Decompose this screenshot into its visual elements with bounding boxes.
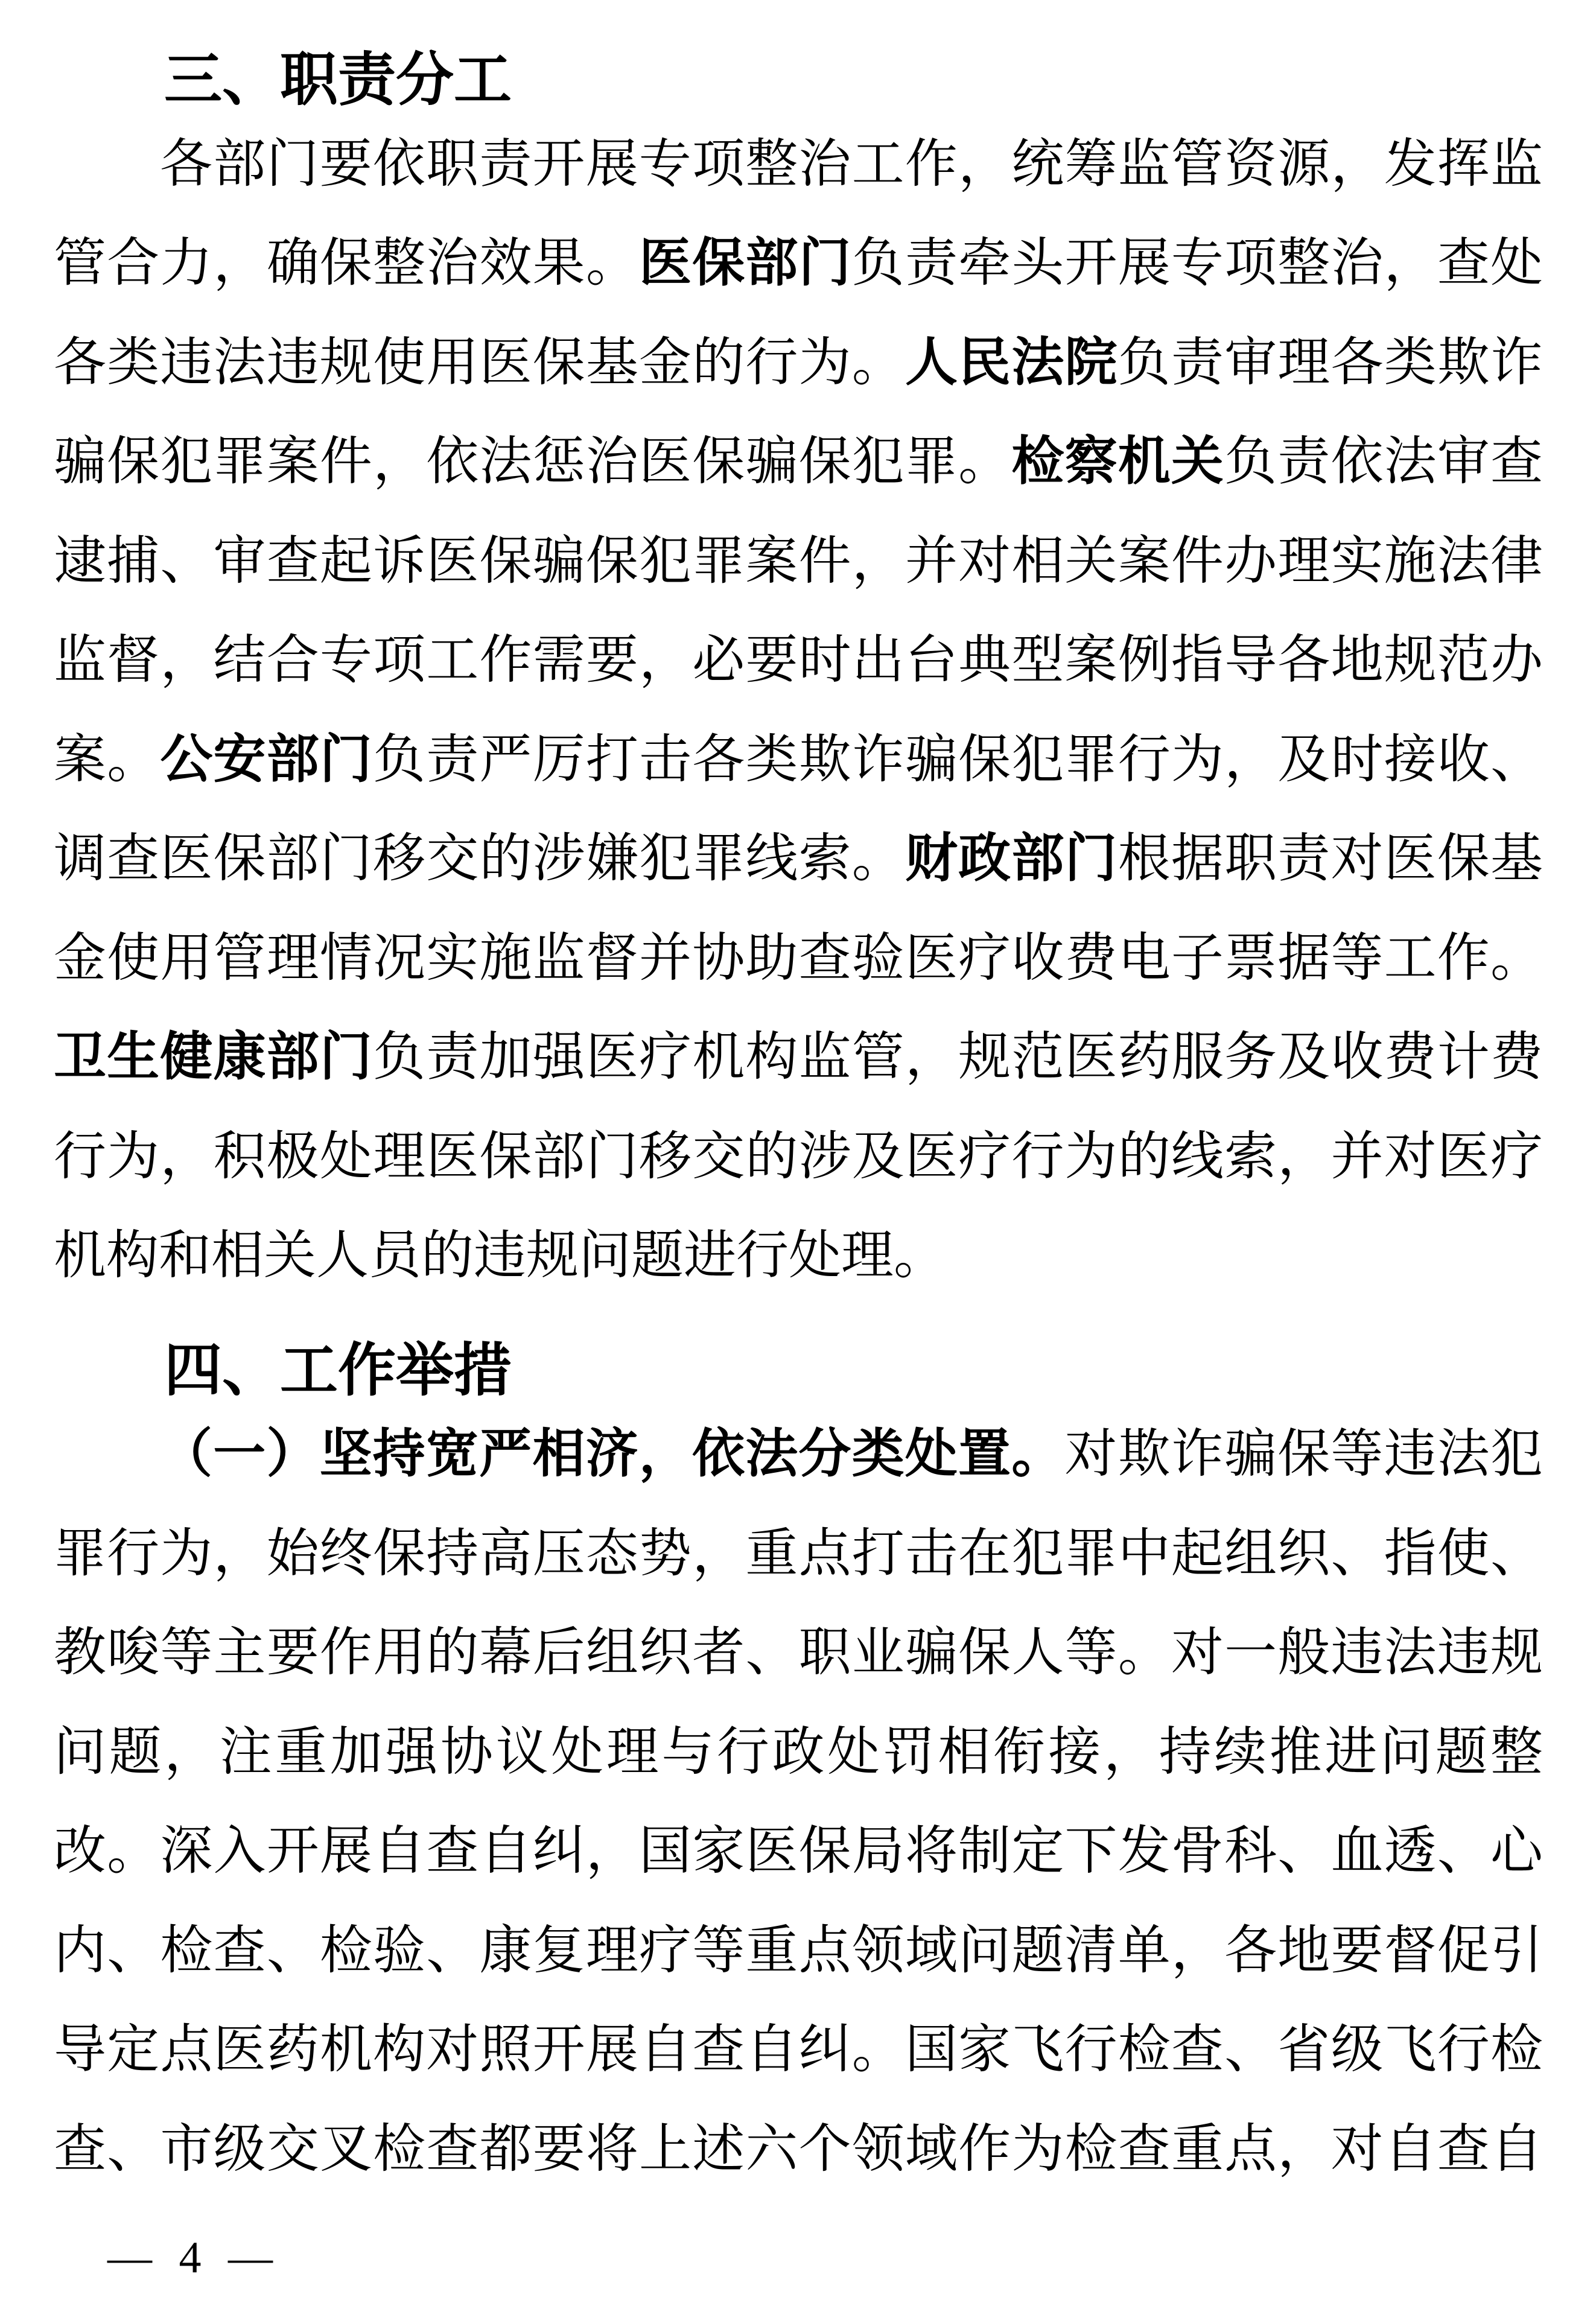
text-segment: 逮捕、审查起诉医保骗保犯罪案件，并对相关案件办理实施法律 (54, 531, 1543, 590)
bold-term: 人民法院 (905, 332, 1118, 392)
text-line (54, 512, 1543, 611)
text-segment: 调查医保部门移交的涉嫌犯罪线索。 (54, 829, 905, 888)
text-segment: 案。 (54, 729, 161, 789)
text-line (54, 1603, 1543, 1703)
page-number: — 4 — (107, 2233, 273, 2282)
text-line (54, 1504, 1543, 1604)
bold-term: 卫生健康部门 (54, 1027, 374, 1086)
text-segment: 对欺诈骗保等违法犯 (1064, 1424, 1544, 1483)
text-segment: 负责加强医疗机构监管，规范医药服务及收费计费 (373, 1027, 1544, 1086)
text-line (54, 2100, 1543, 2199)
text-segment: 骗保犯罪案件，依法惩治医保骗保犯罪。 (54, 432, 1012, 491)
text-line (54, 1206, 1543, 1306)
section-heading: 四、工作举措 (164, 1338, 512, 1403)
text-line (54, 1703, 1543, 1802)
text-segment: 查、市级交叉检查都要将上述六个领域作为检查重点，对自查自 (54, 2119, 1543, 2178)
document-body (54, 15, 1543, 2199)
text-line (54, 809, 1543, 909)
text-line (54, 2000, 1543, 2100)
bold-term: （一）坚持宽严相济，依法分类处置。 (160, 1424, 1065, 1483)
text-segment: 管合力，确保整治效果。 (54, 233, 640, 292)
text-segment: 各部门要依职责开展专项整治工作，统筹监管资源，发挥监 (160, 134, 1543, 193)
bold-term: 医保部门 (639, 233, 852, 292)
text-line (54, 214, 1543, 313)
text-line (54, 1901, 1543, 2001)
text-line (54, 412, 1543, 512)
text-segment: 监督，结合专项工作需要，必要时出台典型案例指导各地规范办 (54, 630, 1543, 689)
text-segment: 负责依法审查 (1224, 432, 1544, 491)
text-segment: 负责牵头开展专项整治，查处 (851, 233, 1544, 292)
text-segment: 改。深入开展自查自纠，国家医保局将制定下发骨科、血透、心 (54, 1821, 1543, 1880)
text-line (54, 710, 1543, 810)
text-segment: 内、检查、检验、康复理疗等重点领域问题清单，各地要督促引 (54, 1920, 1543, 1980)
bold-term: 公安部门 (160, 729, 374, 789)
text-segment: 各类违法违规使用医保基金的行为。 (54, 332, 905, 392)
text-line (54, 1008, 1543, 1107)
text-line (54, 611, 1543, 710)
text-line (54, 1107, 1543, 1207)
text-segment: 负责严厉打击各类欺诈骗保犯罪行为，及时接收、 (373, 729, 1544, 789)
text-segment: 金使用管理情况实施监督并协助查验医疗收费电子票据等工作。 (54, 928, 1543, 987)
text-segment: 根据职责对医保基 (1118, 829, 1544, 888)
text-segment: 行为，积极处理医保部门移交的涉及医疗行为的线索，并对医疗 (54, 1126, 1543, 1186)
text-line (54, 313, 1543, 413)
text-segment: 机构和相关人员的违规问题进行处理。 (54, 1226, 946, 1285)
text-line (54, 909, 1543, 1008)
bold-term: 检察机关 (1011, 432, 1225, 491)
text-segment: 负责审理各类欺诈 (1118, 332, 1544, 392)
bold-term: 财政部门 (905, 829, 1118, 888)
section-heading: 三、职责分工 (164, 48, 512, 112)
text-segment: 导定点医药机构对照开展自查自纠。国家飞行检查、省级飞行检 (54, 2020, 1543, 2079)
text-segment: 教唆等主要作用的幕后组织者、职业骗保人等。对一般违法违规 (54, 1623, 1543, 1682)
text-line (54, 1802, 1543, 1901)
text-segment: 罪行为，始终保持高压态势，重点打击在犯罪中起组织、指使、 (54, 1523, 1543, 1583)
text-segment: 问题，注重加强协议处理与行政处罚相衔接，持续推进问题整 (54, 1722, 1543, 1781)
